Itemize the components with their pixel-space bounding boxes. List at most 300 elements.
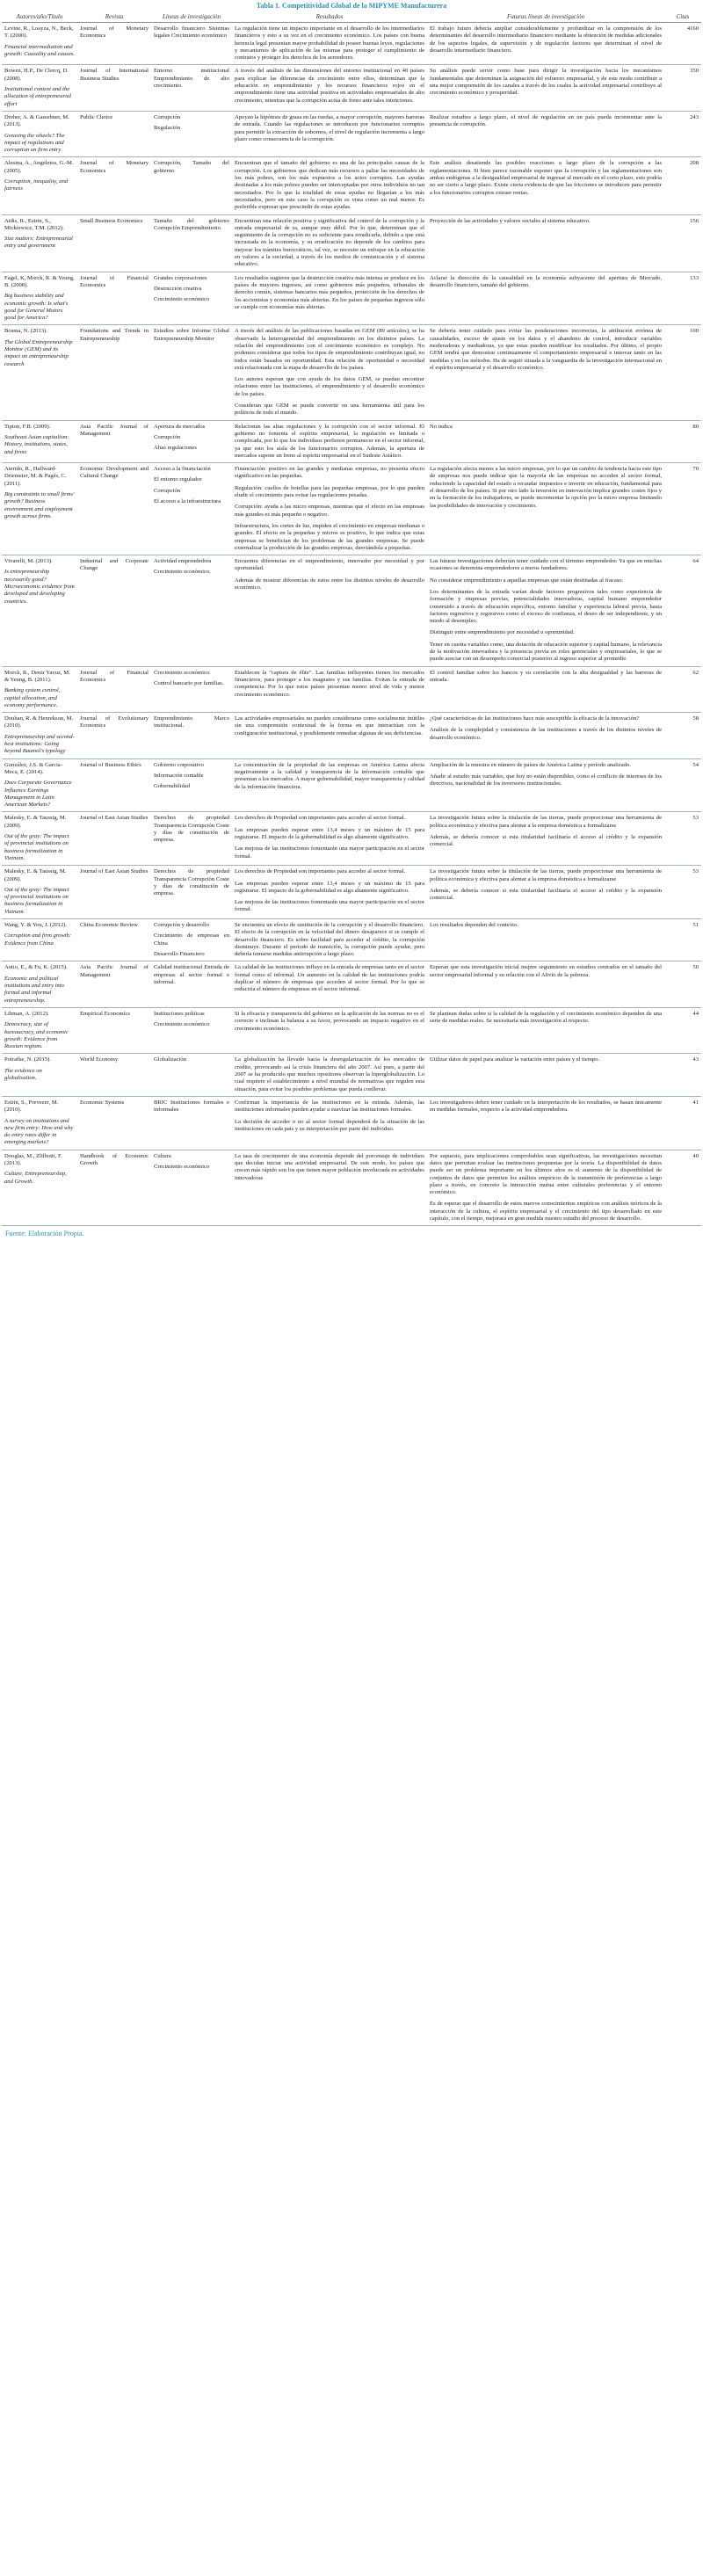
authors-text: Dooglas, M., Zlilbotti, F. (2013). bbox=[4, 1152, 62, 1166]
table-row bbox=[2, 758, 701, 812]
cell-journal bbox=[77, 812, 151, 866]
results-paragraph: Infraestructura, los cortes de luz, impiden el crecimiento en empresas medianas o grandes. El efecto en la pequeñas y micros es positivo, lo que indica que estas empresas se benefician de los problemas de las grandes empresas. Se puede externalizar la producción de las grandes empresas, desviándola a pequeñas. bbox=[235, 522, 424, 551]
cell-research-lines bbox=[151, 758, 232, 812]
journal-text: World Economy bbox=[80, 1056, 119, 1063]
journal-text: Public Choice bbox=[80, 113, 113, 120]
cell-journal bbox=[77, 918, 151, 961]
cell-author-title bbox=[2, 23, 77, 65]
research-line: Altas regulaciones bbox=[154, 445, 197, 452]
future-paragraph: El trabajo futuro debería ampliar considerablemente y profundizar en la comprensión de los determinantes del desarrollo intermediario financiero mediante la obtención de medidas adicionales de los aspectos legales, de supervisión y de regulación factores que determinan el nivel de desarrollo intermediario financiero. bbox=[430, 25, 662, 54]
research-line: Crecimiento económico. bbox=[154, 669, 211, 676]
table-row bbox=[2, 961, 701, 1007]
cell-future-lines bbox=[427, 666, 664, 712]
future-paragraph: Esperan que esta investigación inicial inspire seguimiento en estudios centrados en el tamaño del sector empresarial informal y su relación con el Alivio de la pobreza. bbox=[430, 964, 662, 978]
future-paragraph: La investigación futura sobre la titulación de las tierras, puede proporcionar una herramienta de política económica y efectiva para alentar a la empresa doméstica a formalizarse bbox=[430, 868, 662, 882]
column-header: Líneas de investigación bbox=[151, 11, 232, 23]
cell-research-lines bbox=[151, 555, 232, 667]
research-line: El acceso a la infraestructura bbox=[154, 498, 221, 505]
cell-future-lines bbox=[427, 918, 664, 961]
cell-research-lines bbox=[151, 463, 232, 555]
journal-text: Economic Systems bbox=[80, 1099, 125, 1106]
cell-future-lines bbox=[427, 812, 664, 866]
table-row bbox=[2, 555, 701, 667]
future-paragraph: Su análisis puede servir como base para dirigir la investigación hacia los mecanismos fundamentales que determinan la asignación del esfuerzo empresarial, y de este modo contribuir a una mejor comprensión de los canales a través de los cuales la actividad empresarial contribuye al crecimiento económico y prosperidad. bbox=[430, 68, 662, 97]
journal-text: China Economic Review bbox=[80, 921, 138, 928]
cell-future-lines bbox=[427, 463, 664, 555]
cell-research-lines bbox=[151, 65, 232, 111]
journal-text: Journal of Monetary Economics bbox=[80, 160, 149, 174]
research-line: Gobierno corporativo bbox=[154, 761, 204, 768]
future-paragraph: El control familiar sobre los bancos y su correlación con la alta desigualdad y las barreras de entrada. bbox=[430, 669, 662, 683]
results-paragraph: A través del análisis de las publicaciones basadas en GEM (89 artículos), se ha observado la heterogeneidad del emprendimiento en los distintos países. La relación del emprendimiento con el crecimiento económico es complejo. No podemos considerar que todos los tipos de emprendimiento contribuyan igual, no todos están basados en oportunidad. Esta relación de oportunidad o necesidad está relacionada con la etapa de desarrollo de los países. bbox=[235, 328, 424, 371]
cell-citations: 53 bbox=[664, 812, 701, 866]
authors-text: Morck, R., Deniz Yavuz, M. & Yeung, B. (2011). bbox=[4, 669, 70, 683]
authors-text: Bowen, H.P., De Clercq, D. (2008). bbox=[4, 68, 69, 82]
cell-citations: 43 bbox=[664, 1054, 701, 1096]
research-line: Emprendimiento Marco institucional. bbox=[154, 715, 229, 729]
future-paragraph: ¿Qué características de las instituciones hace más susceptible la eficacia de la innovación? bbox=[430, 715, 640, 722]
cell-results bbox=[232, 555, 427, 667]
cell-results bbox=[232, 918, 427, 961]
future-paragraph: No indica bbox=[430, 423, 453, 430]
title-text: The Global Entrepreneurship Monitor (GEM) and its impact on entrepreneurship research bbox=[4, 338, 73, 367]
cell-citations: 54 bbox=[664, 758, 701, 812]
cell-author-title bbox=[2, 157, 77, 214]
table-row bbox=[2, 1096, 701, 1150]
cell-future-lines bbox=[427, 1150, 664, 1226]
results-paragraph: Las mejoras de las instituciones fomentarán una mayor participación en el sector formal. bbox=[235, 899, 424, 913]
research-line: Derechos de propiedad Transparencia Corrupción Coste y días de constitución de empresa. bbox=[154, 815, 229, 844]
authors-text: Potrafke, N. (2015). bbox=[4, 1056, 51, 1063]
title-text: Greasing the wheels? The impact of regulations and corruption on firm entry bbox=[4, 132, 65, 154]
future-paragraph: La investigación futura sobre la titulación de las tierras, puede proporcionar una herramienta de política económica y efectiva para alentar a la empresa doméstica a formalizarse bbox=[430, 815, 662, 829]
cell-research-lines bbox=[151, 812, 232, 866]
authors-text: Dreher, A. & Gassebner, M. (2013). bbox=[4, 113, 69, 128]
cell-results bbox=[232, 1150, 427, 1226]
research-line: Corrupción bbox=[154, 433, 181, 440]
future-paragraph: Se debería tener cuidado para evitar las ponderaciones incorrectas, la atribución errónea de causalidades, exceso de ajuste en los datos y el abandono de control, introducir variables moderadoras y mediadoras, ya que estas pueden modificar los resultados. Por último, el propio GEM tendrá que demostrar continuamente el comportamiento empresarial e innovar tanto en las medidas y en los métodos. Ha de seguir situada a la vanguardia de la investigación internacional en el espíritu empresarial y el desarrollo económico. bbox=[430, 328, 662, 371]
research-line: Desarrollo Financiero bbox=[154, 950, 205, 957]
authors-text: Aterido, R., Hallward-Driemeier, M. & Pagés, C. (2011). bbox=[4, 466, 67, 487]
cell-results bbox=[232, 325, 427, 420]
cell-author-title bbox=[2, 866, 77, 919]
future-paragraph: Además, se debería conocer si esta titularidad facilitaría el acceso al crédito y la expansión comercial. bbox=[430, 887, 662, 902]
research-line: Destrucción creativa bbox=[154, 285, 202, 292]
cell-journal bbox=[77, 758, 151, 812]
page bbox=[0, 0, 703, 1241]
cell-author-title bbox=[2, 214, 77, 272]
cell-future-lines bbox=[427, 157, 664, 214]
cell-author-title bbox=[2, 1007, 77, 1053]
cell-citations: 58 bbox=[664, 713, 701, 758]
cell-citations: 50 bbox=[664, 961, 701, 1007]
journal-text: Handbook of Economic Growth bbox=[80, 1152, 149, 1166]
results-paragraph: A través del análisis de las dimensiones del entorno institucional en 40 países para explicar las diferencias de crecimiento entre ellos, determinan que la educación en emprendimiento y los recursos financieros rojos en el emprendimiento tiene una actividad positiva en actividades empresariales de alto crecimiento, mientras que la corrupción actúa de freno ante tales intenciones. bbox=[235, 68, 424, 104]
cell-journal bbox=[77, 23, 151, 65]
title-text: Out of the gray: The impact of provincial institutions on business formalization in Vietnam. bbox=[4, 833, 69, 861]
journal-text: Asia Pacific Journal of Management bbox=[80, 423, 149, 437]
research-line: BRIC Instituciones formales e informales bbox=[154, 1099, 229, 1114]
authors-text: Levine, R., Loayza, N., Beck, T. (2000). bbox=[4, 25, 74, 40]
cell-author-title bbox=[2, 918, 77, 961]
cell-future-lines bbox=[427, 214, 664, 272]
cell-citations: 100 bbox=[664, 325, 701, 420]
future-paragraph: Los determinantes de la entrada varían desde factores progresivos tales como experiencia de formación y empresas previas, potencialidades innovadoras, capital humano emprendedor construido a través de educación específica, entorno familiar y experiencia laboral previa, hasta factores regresivos y regresivos como el exceso de confianza, el deseo de ser independiente, y un miedo al desempleo. bbox=[430, 589, 662, 625]
cell-author-title bbox=[2, 1096, 77, 1150]
title-text: Corruption, inequality, and fairness bbox=[4, 178, 69, 192]
cell-results bbox=[232, 866, 427, 919]
cell-future-lines bbox=[427, 555, 664, 667]
future-paragraph: Los investigadores deben tener cuidado en la interpretación de los resultados, se basan únicamente en medidas formales, respecto a la actividad emprendedora. bbox=[430, 1099, 662, 1114]
journal-text: Journal of East Asian Studies bbox=[80, 815, 149, 822]
results-paragraph: Las empresas pueden esperar entre 13,4 meses y un máximo de 15 para registrarse. El impacto de la gobernabilidad es algo altamente significativo. bbox=[235, 826, 424, 841]
cell-citations: 133 bbox=[664, 272, 701, 325]
future-paragraph: Por supuesto, para implicaciones comprobables sean significativas, las investigaciones necesitan datos que permitan evaluar las instituciones propuestas por la teoría. La disponibilidad de datos puede ser un problema importante en los últimos años es el aumento de la disponibilidad de conjuntos de datos que permiten los análisis empíricos de la transmisión de preferencias a largo plazo a través, en concreto la interacción mutua entre culturales preferencias y el entorno económico. bbox=[430, 1152, 662, 1196]
results-paragraph: Corrupción: ayuda a las micro empresas, mientras que el efecto en las empresas más grandes es más pequeño o negativo. bbox=[235, 504, 424, 518]
research-line: Control bancario por familias. bbox=[154, 679, 224, 686]
future-paragraph: Además, se debería conocer si esta titularidad facilitaría el acceso al crédito y la expansión comercial. bbox=[430, 834, 662, 848]
title-text: Culture, Entrepreneurship, and Growth. bbox=[4, 1171, 67, 1185]
table-row bbox=[2, 812, 701, 866]
future-paragraph: Aclarar la dirección de la causalidad en la economía subyacente del apertura de Mercado, desarrollo financiero, tamaño del gobierno. bbox=[430, 274, 662, 288]
table-row bbox=[2, 866, 701, 919]
title-text: Size matters: Entrepreneurial entry and government bbox=[4, 236, 73, 250]
journal-text: Empirical Economics bbox=[80, 1010, 130, 1017]
future-paragraph: Proyección de las actividades y valores sociales al sistema educativo. bbox=[430, 217, 591, 224]
cell-results bbox=[232, 1007, 427, 1053]
results-paragraph: La calidad de las instituciones influye en la entrada de empresas tanto en el sector formal como el informal. Un aumento en la calidad de las instituciones podría duplicar el número de empresas que acceden al sector formal. Por lo que se reduciría el número de empresas en el sector informal. bbox=[235, 964, 424, 993]
title-text: Banking system control, capital allocation, and economy performance. bbox=[4, 687, 61, 708]
cell-citations: 62 bbox=[664, 666, 701, 712]
authors-text: Wang, Y. & You, J. (2012). bbox=[4, 921, 68, 928]
table-row bbox=[2, 1007, 701, 1053]
cell-author-title bbox=[2, 666, 77, 712]
results-paragraph: Las mejoras de las instituciones fomentarán una mayor participación en el sector formal. bbox=[235, 845, 424, 860]
results-paragraph: Confirman la importancia de las instituciones en la entrada. Además, las instituciones informales pueden ayudar a suavizar las instituciones formales. bbox=[235, 1099, 424, 1114]
cell-author-title bbox=[2, 65, 77, 111]
cell-results bbox=[232, 812, 427, 866]
results-paragraph: Los autores esperan que con ayuda de los datos GEM, se puedan encontrar relaciones entre las instituciones, el emprendimiento y el desarrollo económico de los países. bbox=[235, 376, 424, 397]
research-line: Instituciones políticas bbox=[154, 1010, 205, 1017]
cell-author-title bbox=[2, 812, 77, 866]
cell-citations: 44 bbox=[664, 1007, 701, 1053]
title-text: Economic and political institutions and entry into formal and informal entrepreneurship. bbox=[4, 975, 64, 1004]
results-paragraph: La decisión de acceder o no al sector formal dependerá de la situación de las instituciones en cada país y su interpretación por parte del individuo. bbox=[235, 1118, 424, 1132]
cell-author-title bbox=[2, 758, 77, 812]
cell-results bbox=[232, 23, 427, 65]
cell-results bbox=[232, 272, 427, 325]
authors-text: Estrin, S., Prevezer, M. (2010). bbox=[4, 1099, 59, 1114]
cell-citations: 40 bbox=[664, 1150, 701, 1226]
cell-author-title bbox=[2, 111, 77, 156]
cell-research-lines bbox=[151, 111, 232, 156]
research-line: Crecimiento económico bbox=[154, 1021, 210, 1028]
cell-future-lines bbox=[427, 272, 664, 325]
cell-research-lines bbox=[151, 961, 232, 1007]
title-text: Democracy, size of bureaucracy, and economic growth: Evidence from Russian regions. bbox=[4, 1021, 69, 1050]
results-paragraph: Las actividades empresariales no pueden considerarse como socialmente inútiles sin una comprensión contextual de la forma en que interactúan con la configuración institucional, y posiblemente remediar algunas de sus deficiencias. bbox=[235, 715, 424, 737]
cell-journal bbox=[77, 420, 151, 462]
authors-text: Fagel, K, Morck, R. & Yeung, B. (2008). bbox=[4, 274, 75, 288]
cell-journal bbox=[77, 157, 151, 214]
future-paragraph: Utilizar datos de papel para analizar la variación entre países y el tiempo. bbox=[430, 1056, 600, 1063]
cell-future-lines bbox=[427, 961, 664, 1007]
future-paragraph: Tener en cuenta variables como, una dotación de educación superior y capital humano, la relevancia de la motivación innovadora y la presencia previa en roles gerenciales y empresariales, lo que se puede asociar con un desempeño comercial posterior al ingreso superior al promedio bbox=[430, 641, 662, 663]
research-line: Calidad institucional Entrada de empresas al sector formal e informal. bbox=[154, 964, 229, 986]
cell-research-lines bbox=[151, 1007, 232, 1053]
title-text: Big constraints to small firms' growth? Business environment and employment growth across firms. bbox=[4, 491, 75, 519]
cell-journal bbox=[77, 1096, 151, 1150]
research-line: Gobernabilidad bbox=[154, 783, 191, 790]
table-row bbox=[2, 713, 701, 758]
research-line: Apertura de mercados bbox=[154, 423, 206, 430]
cell-results bbox=[232, 1096, 427, 1150]
research-line: Cultura bbox=[154, 1152, 171, 1159]
authors-text: González, J.S. & García-Meca, E. (2014). bbox=[4, 761, 62, 775]
journal-text: Journal of Evolutionary Economics bbox=[80, 715, 149, 729]
cell-results bbox=[232, 1054, 427, 1096]
results-paragraph: Relacionan las altas regulaciones y la corrupción con el sector informal. El gobierno no fomenta el espíritu empresarial, la regulación es limitada o complicada, por lo que los individuos prefieren permanecer en el sector informal, ya que esto los aísla de los funcionarios corruptos. Además, la apertura de mercados supone un freno al espíritu empresarial en el Sudeste Asiático. bbox=[235, 423, 424, 459]
cell-future-lines bbox=[427, 23, 664, 65]
title-text: The evidence on globalisation. bbox=[4, 1067, 42, 1082]
cell-research-lines bbox=[151, 325, 232, 420]
table-header-row bbox=[2, 11, 701, 23]
table-row bbox=[2, 1150, 701, 1226]
results-paragraph: Los derechos de Propiedad son importantes para acceder al sector formal. bbox=[235, 815, 406, 822]
future-paragraph: Realizar estudios a largo plazo, el nivel de regulación en un país pueda incrementar ante la presencia de corrupción. bbox=[430, 113, 662, 128]
table-row bbox=[2, 918, 701, 961]
title-text: Does Corporate Governance Influence Earnings Management in Latin American Markets? bbox=[4, 780, 72, 809]
cell-citations: 243 bbox=[664, 111, 701, 156]
cell-future-lines bbox=[427, 713, 664, 758]
cell-journal bbox=[77, 866, 151, 919]
authors-text: Bosma, N. (2013). bbox=[4, 328, 47, 335]
cell-results bbox=[232, 111, 427, 156]
table-row bbox=[2, 463, 701, 555]
future-paragraph: Este análisis desatiende las posibles reacciones a largo plazo de la corrupción a las reglamentaciones. Si bien parece razonable suponer que la corrupción y las reglamentaciones son ambas endógenas a la desigualdad empresarial de ingresar al mercado en el corto plazo, esto podría no ser cierto a largo plazo. Existe cierta evidencia de que las fricciones se introducen para permitir a los funcionarios corruptos extraer rentas. bbox=[430, 160, 662, 196]
cell-research-lines bbox=[151, 157, 232, 214]
results-paragraph: Las empresas pueden esperar entre 13,4 meses y un máximo de 15 para registrarse. El impacto de la gobernabilidad es algo altamente significativo. bbox=[235, 880, 424, 894]
cell-journal bbox=[77, 1054, 151, 1096]
cell-results bbox=[232, 157, 427, 214]
future-paragraph: Ampliación de la muestra en número de países de América Latina y período analizado. bbox=[430, 761, 631, 768]
table-body bbox=[2, 23, 701, 1226]
authors-text: Malesky, E. & Taussig, M. (2009). bbox=[4, 868, 67, 882]
table-row bbox=[2, 1054, 701, 1096]
results-paragraph: La tasa de crecimiento de una economía depende del porcentaje de individuos que decidan iniciar una actividad empresarial. De este modo, los países que crecen más rápido son los que tienen mayor población involucrada en actividades innovadoras bbox=[235, 1152, 424, 1181]
title-text: Financial intermediation and growth: Causality and causes. bbox=[4, 43, 75, 57]
column-header: Citas bbox=[664, 11, 701, 23]
research-line: Globalización bbox=[154, 1056, 186, 1063]
authors-text: Malesky, E. & Taussig, M. (2009). bbox=[4, 815, 67, 829]
cell-citations: 350 bbox=[664, 65, 701, 111]
cell-future-lines bbox=[427, 1096, 664, 1150]
results-paragraph: Establecen la "captura de élite". Las familias influyentes tienen los mercados financieros, para proteger a los magnates y sus familias. Evitan la entrada de competencia. Por lo que estos países presentan menor nivel de vida y menor crecimiento económico. bbox=[235, 669, 424, 698]
cell-future-lines bbox=[427, 111, 664, 156]
results-paragraph: Regulación: cuellos de botellas para las pequeñas empresas, por lo que pueden eludir el crecimiento para evitar las regulaciones pesadas. bbox=[235, 484, 424, 499]
research-line: Tamaño del gobierno Corrupción Emprendimiento bbox=[154, 217, 229, 231]
cell-journal bbox=[77, 463, 151, 555]
column-header: Autores/año/Título bbox=[2, 11, 77, 23]
cell-journal bbox=[77, 325, 151, 420]
journal-text: Asia Pacific Journal of Management bbox=[80, 964, 149, 978]
research-line: Estudios sobre Informe Global Entrepreneurship Monitor bbox=[154, 328, 229, 342]
cell-citations: 208 bbox=[664, 157, 701, 214]
cell-future-lines bbox=[427, 65, 664, 111]
research-line: Actividad emprendedora bbox=[154, 558, 212, 565]
cell-citations: 64 bbox=[664, 555, 701, 667]
table-caption: Tabla 1. Competitividad Global de la MIPYME Manufacturera bbox=[256, 2, 447, 10]
research-line: Derechos de propiedad Transparencia Corrupción Coste y días de constitución de empresa. bbox=[154, 868, 229, 897]
cell-results bbox=[232, 713, 427, 758]
cell-research-lines bbox=[151, 23, 232, 65]
cell-author-title bbox=[2, 713, 77, 758]
research-line: Información contable bbox=[154, 772, 204, 779]
results-paragraph: Encuentra diferencias en el emprendimiento, innovador por necesidad y por oportunidad. bbox=[235, 558, 424, 572]
cell-citations: 53 bbox=[664, 866, 701, 919]
research-line: Acceso a la financiación bbox=[154, 466, 211, 473]
cell-journal bbox=[77, 555, 151, 667]
journal-text: Journal of Financial Economics bbox=[80, 274, 149, 288]
cell-results bbox=[232, 420, 427, 462]
title-text: Big business stability and economic growth: Is what's good for General Motors good for America? bbox=[4, 293, 69, 322]
authors-text: Alesina, A., Angeletos, G.-M. (2005). bbox=[4, 160, 74, 174]
future-paragraph: Distinguir entre emprendimiento por necesidad u oportunidad. bbox=[430, 629, 575, 636]
title-text: Southeast Asian capitalism: History, institutions, states, and firms bbox=[4, 433, 69, 455]
journal-text: Small Business Economics bbox=[80, 217, 143, 224]
cell-author-title bbox=[2, 555, 77, 667]
research-line: Regulación bbox=[154, 125, 181, 132]
cell-research-lines bbox=[151, 713, 232, 758]
future-paragraph: Añadir al estudio más variables, que hoy no están disponibles, como el conflicto de intereses de los directivos, nacionalidad de los inversores institucionales. bbox=[430, 773, 662, 787]
future-paragraph: No considerar emprendimiento a aquellas empresas que están destinadas al fracaso. bbox=[430, 577, 624, 584]
future-paragraph: Es de esperar que el desarrollo de estos nuevos conocimientos empíricos con análisis teóricos de la interacción de la cultura, el espíritu empresarial y el crecimiento del tipo desarrollado en este capítulo, con el tiempo, mejorará en gran medida nuestro estudio del proceso de desarrollo. bbox=[430, 1201, 662, 1223]
cell-author-title bbox=[2, 463, 77, 555]
cell-author-title bbox=[2, 420, 77, 462]
research-line: Crecimiento económico bbox=[154, 296, 210, 303]
research-line: Crecimiento de empresas en China bbox=[154, 932, 229, 947]
results-paragraph: Además de mostrar diferencias de estos entre los distintos niveles de desarrollo económico. bbox=[235, 577, 424, 591]
table-row bbox=[2, 214, 701, 272]
table-row bbox=[2, 325, 701, 420]
authors-text: Vivarelli, M. (2013). bbox=[4, 558, 53, 565]
table-row bbox=[2, 65, 701, 111]
results-paragraph: Financiación: positivo en las grandes y medianas empresas, no presenta efecto significativo en las pequeñas. bbox=[235, 466, 424, 480]
table-row bbox=[2, 23, 701, 65]
cell-future-lines bbox=[427, 420, 664, 462]
future-paragraph: Análisis de la complejidad y consistencia de las instituciones a través de los distintos niveles de desarrollo económico. bbox=[430, 727, 662, 741]
cell-journal bbox=[77, 111, 151, 156]
table-source: Fuente: Elaboración Propia. bbox=[5, 1230, 84, 1238]
literature-table bbox=[2, 11, 701, 1226]
cell-citations: 80 bbox=[664, 420, 701, 462]
cell-research-lines bbox=[151, 666, 232, 712]
table-row bbox=[2, 111, 701, 156]
column-header: Futuras líneas de investigación bbox=[427, 11, 664, 23]
cell-author-title bbox=[2, 272, 77, 325]
cell-author-title bbox=[2, 961, 77, 1007]
table-row bbox=[2, 420, 701, 462]
results-paragraph: Los derechos de Propiedad son importantes para acceder al sector formal. bbox=[235, 868, 406, 875]
cell-future-lines bbox=[427, 1054, 664, 1096]
research-line: Corrupción bbox=[154, 113, 181, 120]
research-line: Desarrollo financiero Sistemas legales Crecimiento económico bbox=[154, 25, 229, 40]
research-line: Corrupción bbox=[154, 487, 181, 494]
future-paragraph: Se plantean dudas sobre si la calidad de la regulación y el crecimiento económico dependen de una serie de medidas reales. Se necesitaría más investigación al respecto. bbox=[430, 1010, 662, 1025]
title-text: Entrepreneurship and second-best institutions: Going beyond Baumol's typology bbox=[4, 733, 75, 755]
research-line: Corrupción y desarrollo bbox=[154, 921, 209, 928]
cell-results bbox=[232, 463, 427, 555]
research-line: Grandes corporaciones bbox=[154, 274, 207, 281]
results-paragraph: Se encuentra un efecto de sustitución de la corrupción y el desarrollo financiero. El efecto de la corrupción en la velocidad del dinero desaparece si se cumple el desarrollo financiero. Es sobre facilidad para acceder al crédito, la corrupción disminuye. Durante el período de transición, la corrupción puede ayudar, pero debería tomarse medidas antirrupción a largo plazo. bbox=[235, 921, 424, 958]
title-text: Institutional context and the allocation of entrepreneurial effort bbox=[4, 86, 72, 107]
cell-research-lines bbox=[151, 866, 232, 919]
authors-text: Aidis, R., Estrin, S., Mickiewicz, T.M. (2012). bbox=[4, 217, 64, 231]
cell-author-title bbox=[2, 1150, 77, 1226]
results-paragraph: Si la eficacia y transparencia del gobierno en la aplicación de las normas no es el correcto e inclinan la balanza a su favor, provocando un impacto negativo en el crecimiento económico. bbox=[235, 1010, 424, 1032]
cell-author-title bbox=[2, 325, 77, 420]
results-paragraph: Los resultados sugieren que la destrucción creativa más intensa se produce en los países de mayores ingresos, así como gobiernos más pequeños, tribunales de derecho común, sistemas bancarios más pequeños, protección de los derechos de los accionistas y economías más abiertas. En los países de pequeñas ingresos sólo se cumple con economías más abiertas. bbox=[235, 274, 424, 310]
table-row bbox=[2, 666, 701, 712]
authors-text: Autio, E., & Fu, K. (2015). bbox=[4, 964, 68, 971]
cell-results bbox=[232, 666, 427, 712]
cell-future-lines bbox=[427, 1007, 664, 1053]
cell-author-title bbox=[2, 1054, 77, 1096]
cell-citations: 156 bbox=[664, 214, 701, 272]
future-paragraph: La regulación afecta menos a las micro empresas, por lo que un cambio de tendencia hacia este tipo de empresas nos puede indicar que la mayoría de las empresas no acceden al sector formal, reduciendo la capacidad del estado a recaudar impuestos e invertir en educación, fundamental para el desarrollo de los países. Si por otro lado la inversión en innovación implica grandes costes fijos y en la formación de los trabajadores, se puede incrementar la opción por la micro empresa limitando las posibilidades de innovación y crecimiento. bbox=[430, 466, 662, 509]
authors-text: Tipton, F.B. (2009). bbox=[4, 423, 51, 430]
results-paragraph: Encuentran que el tamaño del gobierno es una de las principales causas de la corrupción. Los gobiernos que dedican más recursos a paliar las necesidades de los más pobres, son los más expuestos a los actos corruptos. Las ayudas destinadas a los más pobres pueden ser interceptadas por otros individuos no tan necesitados. Por lo que la totalidad de estas ayudas no llegarían a los más necesitados, pero en este caso la corrupción es vista como un mal menor. Es preferible expresar que prescindir de estas ayudas. bbox=[235, 160, 424, 211]
title-text: A survey on institutions and new firm entry: How and why do entry rates differ in emerging markets? bbox=[4, 1117, 74, 1146]
cell-results bbox=[232, 214, 427, 272]
research-line: Crecimiento económico. bbox=[154, 569, 211, 576]
cell-research-lines bbox=[151, 272, 232, 325]
cell-journal bbox=[77, 713, 151, 758]
cell-research-lines bbox=[151, 1150, 232, 1226]
journal-text: Journal of Financial Economics bbox=[80, 669, 149, 683]
results-paragraph: Apoyan la hipótesis de grasa en las ruedas, a mayor corrupción, mayores barreras de entrada. Cuando las regulaciones se introducen por funcionarios corruptos para permitir la extracción de sobornos, el nivel de regulación incrementa a largo plazo como consecuencia de la corrupción. bbox=[235, 113, 424, 142]
cell-results bbox=[232, 758, 427, 812]
research-line: Entorno institucional Emprendimiento de alto crecimiento. bbox=[154, 68, 229, 90]
cell-citations: 70 bbox=[664, 463, 701, 555]
cell-research-lines bbox=[151, 214, 232, 272]
journal-text: Journal of International Business Studies bbox=[80, 68, 149, 82]
title-text: Is entrepreneurship necessarily good? Microeconomic evidence from developed and developing countries. bbox=[4, 569, 75, 605]
cell-research-lines bbox=[151, 1096, 232, 1150]
journal-text: Journal of Monetary Economics bbox=[80, 25, 149, 40]
cell-journal bbox=[77, 961, 151, 1007]
cell-research-lines bbox=[151, 1054, 232, 1096]
title-text: Out of the gray: The impact of provincial institutions on business formalization in Vietnam. bbox=[4, 886, 69, 915]
journal-text: Foundations and Trends in Entrepreneurship bbox=[80, 328, 149, 342]
cell-citations: 4160 bbox=[664, 23, 701, 65]
results-paragraph: Encuentran una relación positiva y significativa del control de la corrupción y la entrada empresarial de ra, aunque muy débil. Por lo que, determinan que el seguimiento de la corrupción no es suficiente para erradicarla, debido a que está incrustada en la economía, y su erradicación no depende de los cambios para mejorar los trámites burocráticos, tal vez, se necesite un enfoque en la educación en valores a la sociedad, a través de los medios de comunicación y el sistema educativo. bbox=[235, 217, 424, 268]
cell-future-lines bbox=[427, 866, 664, 919]
cell-future-lines bbox=[427, 758, 664, 812]
journal-text: Industrial and Corporate Change bbox=[80, 558, 149, 572]
authors-text: Libman, A. (2012). bbox=[4, 1010, 49, 1017]
cell-future-lines bbox=[427, 325, 664, 420]
cell-results bbox=[232, 65, 427, 111]
journal-text: Economic Development and Cultural Change bbox=[80, 466, 149, 480]
cell-results bbox=[232, 961, 427, 1007]
cell-citations: 51 bbox=[664, 918, 701, 961]
table-row bbox=[2, 157, 701, 214]
column-header: Resultados bbox=[232, 11, 427, 23]
results-paragraph: La concentración de la propiedad de las empresas en América Latina afecta negativamente a la calidad y transparencia de la información contable que presentan a los mercados. A mayor gobernabilidad, mayor transparencia y calidad de la información financiera. bbox=[235, 761, 424, 790]
cell-journal bbox=[77, 666, 151, 712]
journal-text: Journal of Business Ethics bbox=[80, 761, 141, 768]
